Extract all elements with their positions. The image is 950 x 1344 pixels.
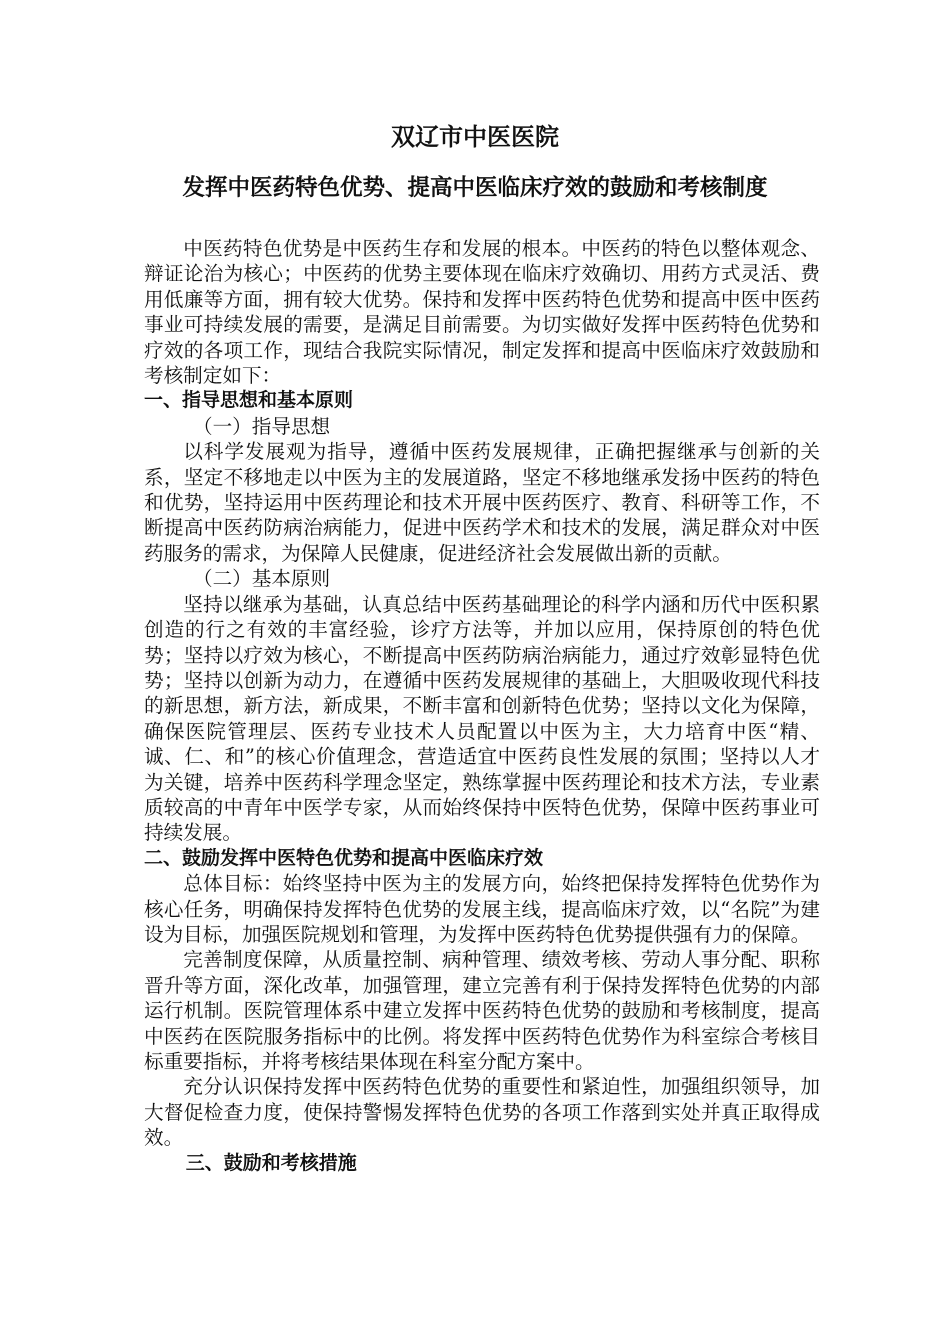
- section-1-sub-2-paragraph: 坚持以继承为基础，认真总结中医药基础理论的科学内涵和历代中医积累创造的行之有效的丰富经验，诊疗方法等，并加以应用，保持原创的特色优势；坚持以疗效为核心，不断提高中医药防病治病能力，通过疗效彰显特色优势；坚持以创新为动力，在遵循中医药发展规律的基础上，大胆吸收现代科技的新思想，新方法，新成果，不断丰富和创新特色优势；坚持以文化为保障，确保医院管理层、医药专业技术人员配置以中医为主，大力培育中医“精、诚、仁、和”的核心价值理念，营造适宜中医药良性发展的氛围；坚持以人才为关键，培养中医药科学理念坚定，熟练掌握中医药理论和技术方法，专业素质较高的中青年中医学专家，从而始终保持中医特色优势，保障中医药事业可持续发展。: [144, 592, 820, 845]
- section-3-heading: 三、鼓励和考核措施: [185, 1151, 357, 1174]
- section-1-sub-2-heading: （二）基本原则: [193, 567, 331, 591]
- document-subtitle: 发挥中医药特色优势、提高中医临床疗效的鼓励和考核制度: [182, 175, 768, 201]
- section-1-heading: 一、指导思想和基本原则: [144, 389, 354, 412]
- section-2-paragraph-1: 总体目标：始终坚持中医为主的发展方向，始终把保持发挥特色优势作为核心任务，明确保持发挥特色优势的发展主线，提高临床疗效，以“名院”为建设为目标，加强医院规划和管理，为发挥中医药特色优势提供强有力的保障。: [144, 872, 820, 946]
- section-1-sub-1-paragraph: 以科学发展观为指导，遵循中医药发展规律，正确把握继承与创新的关系，坚定不移地走以中医为主的发展道路，坚定不移地继承发扬中医药的特色和优势，坚持运用中医药理论和技术开展中医药医疗、教育、科研等工作，不断提高中医药防病治病能力，促进中医药学术和技术的发展，满足群众对中医药服务的需求，为保障人民健康，促进经济社会发展做出新的贡献。: [144, 440, 820, 565]
- document-title: 双辽市中医医院: [391, 123, 559, 151]
- section-1-sub-1-heading: （一）指导思想: [193, 414, 331, 438]
- section-2-heading: 二、鼓励发挥中医特色优势和提高中医临床疗效: [144, 846, 544, 869]
- section-2-paragraph-2: 完善制度保障，从质量控制、病种管理、绩效考核、劳动人事分配、职称晋升等方面，深化改革，加强管理，建立完善有利于保持发挥特色优势的内部运行机制。医院管理体系中建立发挥中医药特色优势的鼓励和考核制度，提高中医药在医院服务指标中的比例。将发挥中医药特色优势作为科室综合考核目标重要指标，并将考核结果体现在科室分配方案中。: [144, 948, 820, 1073]
- section-2-paragraph-3: 充分认识保持发挥中医药特色优势的重要性和紧迫性，加强组织领导，加大督促检查力度，使保持警惕发挥特色优势的各项工作落到实处并真正取得成效。: [144, 1075, 820, 1150]
- document-body: [144, 236, 820, 1176]
- intro-paragraph: 中医药特色优势是中医药生存和发展的根本。中医药的特色以整体观念、辩证论治为核心；中医药的优势主要体现在临床疗效确切、用药方式灵活、费用低廉等方面，拥有较大优势。保持和发挥中医药特色优势和提高中医中医药事业可持续发展的需要，是满足目前需要。为切实做好发挥中医药特色优势和疗效的各项工作，现结合我院实际情况，制定发挥和提高中医临床疗效鼓励和考核制定如下：: [144, 237, 820, 388]
